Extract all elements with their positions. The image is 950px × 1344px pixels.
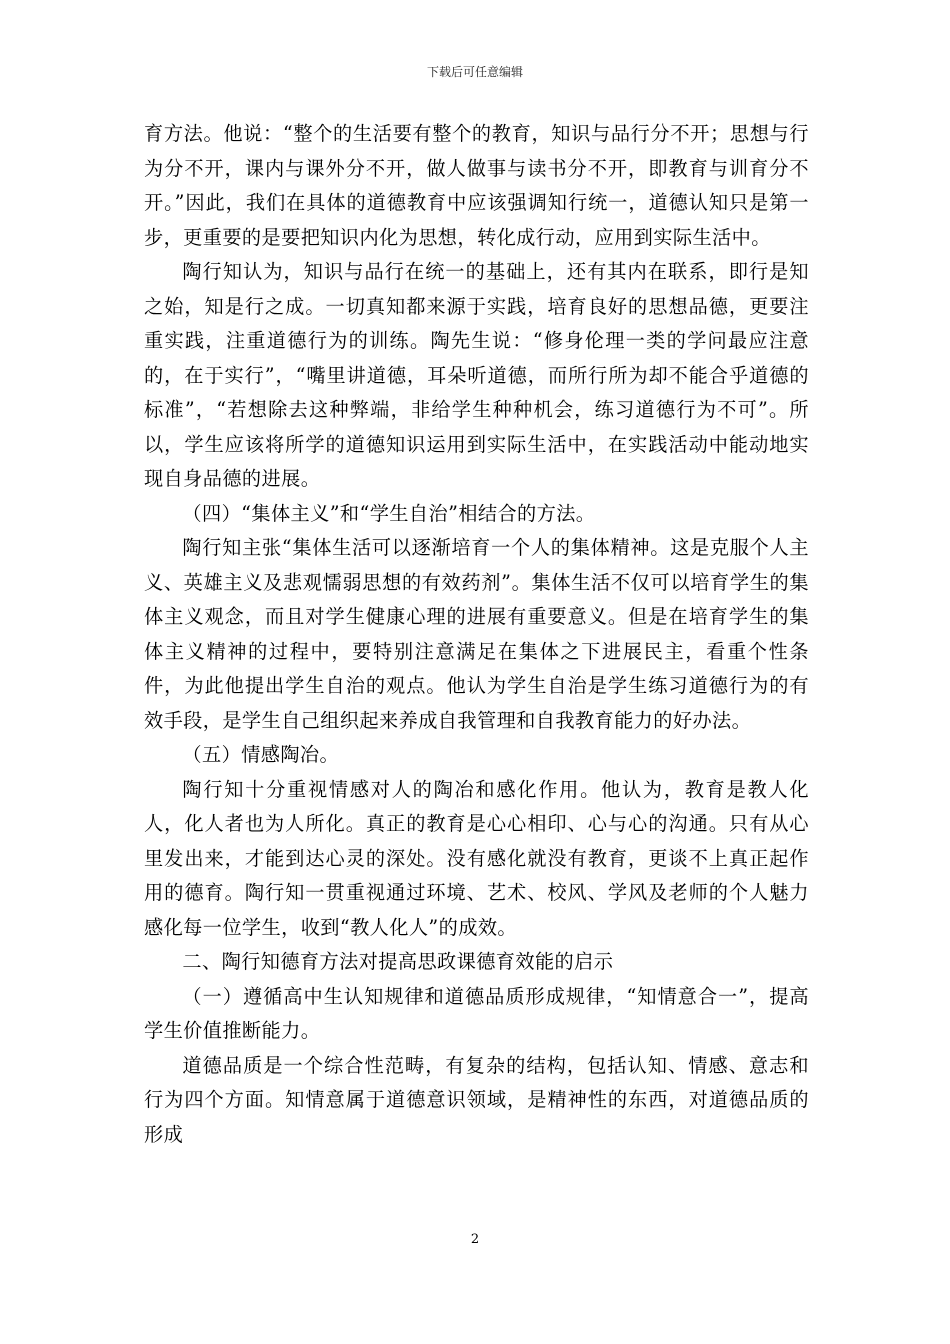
- paragraph: 道德品质是一个综合性范畴，有复杂的结构，包括认知、情感、意志和行为四个方面。知情意属于道德意识领域，是精神性的东西，对道德品质的形成: [144, 1053, 809, 1146]
- page-number: 2: [470, 1232, 480, 1247]
- section-heading: 二、陶行知德育方法对提高思政课德育效能的启示: [182, 950, 614, 973]
- section-heading: （五）情感陶冶。: [182, 743, 340, 766]
- page-header: 下载后可任意编辑: [426, 65, 523, 79]
- document-body: [144, 117, 809, 1152]
- paragraph: 陶行知主张“集体生活可以逐渐培育一个人的集体精神。这是克服个人主义、英雄主义及悲观懦弱思想的有效药剂”。集体生活不仅可以培育学生的集体主义观念，而且对学生健康心理的进展有重要意义。但是在培育学生的集体主义精神的过程中，要特别注意满足在集体之下进展民主，看重个性条件，为此他提出学生自治的观点。他认为学生自治是学生练习道德行为的有效手段，是学生自己组织起来养成自我管理和自我教育能力的好办法。: [144, 536, 809, 732]
- section-heading: （四）“集体主义”和“学生自治”相结合的方法。: [182, 501, 596, 525]
- paragraph: 陶行知认为，知识与品行在统一的基础上，还有其内在联系，即行是知之始，知是行之成。一切真知都来源于实践，培育良好的思想品德，更要注重实践，注重道德行为的训练。陶先生说：“修身伦理一类的学问最应注意的，在于实行”，“嘴里讲道德，耳朵听道德，而所行所为却不能合乎道德的标准”，“若想除去这种弊端，非给学生种种机会，练习道德行为不可”。所以，学生应该将所学的道德知识运用到实际生活中，在实践活动中能动地实现自身品德的进展。: [144, 260, 809, 490]
- section-heading: （一）遵循高中生认知规律和道德品质形成规律，“知情意合一”，提高学生价值推断能力。: [144, 984, 809, 1042]
- paragraph-continuation: 育方法。他说：“整个的生活要有整个的教育，知识与品行分不开；思想与行为分不开，课内与课外分不开，做人做事与读书分不开，即教育与训育分不开。”因此，我们在具体的道德教育中应该强调知行统一，道德认知只是第一步，更重要的是要把知识内化为思想，转化成行动，应用到实际生活中。: [144, 122, 809, 249]
- paragraph: 陶行知十分重视情感对人的陶冶和感化作用。他认为，教育是教人化人，化人者也为人所化。真正的教育是心心相印、心与心的沟通。只有从心里发出来，才能到达心灵的深处。没有感化就没有教育，更谈不上真正起作用的德育。陶行知一贯重视通过环境、艺术、校风、学风及老师的个人魅力感化每一位学生，收到“教人化人”的成效。: [144, 777, 809, 939]
